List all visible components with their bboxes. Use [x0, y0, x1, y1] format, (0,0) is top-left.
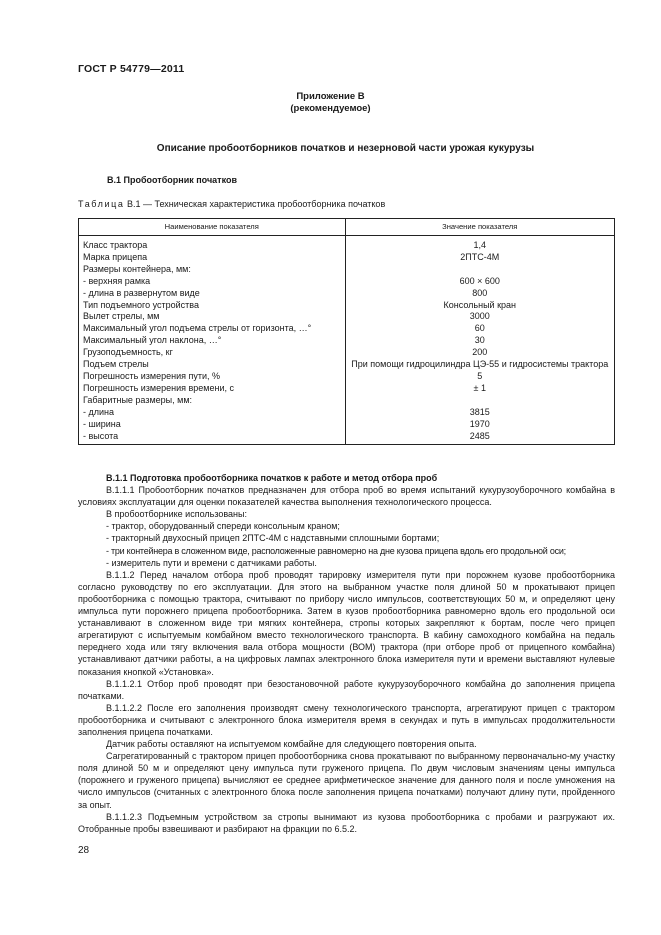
cell-value: 30 [345, 335, 614, 347]
table-caption-text: В.1 — Техническая характеристика пробоотборника початков [124, 199, 386, 209]
table-row [79, 252, 615, 264]
appendix-title: Приложение В [296, 91, 365, 102]
cell-name: Погрешность измерения времени, с [79, 383, 346, 395]
table-caption-prefix: Таблица [78, 199, 125, 209]
paragraph: В.1.1.2 Перед началом отбора проб проводят тарировку измерителя пути при порожнем кузове пробоотборника согласно руководству по его эксплуатации. Для этого на выбранном участке поля длиной 50 м прокатывают прицеп пробоотборника с помощью трактора, считывают по прибору число импульсов, соответствующих 50 м, и определяют цену импульса пути порожнего прицепа пробоотборника. Затем в кузов пробоотборника равномерно вдоль его продольной оси устанавливают в сложенном виде три мягких контейнера, стропы которых закрепляют к бортам, после чего прицеп агрегатируют с испытуемым комбайном вместо технологического транспорта. В кабину самоходного комбайна на педаль переднего хода или тягу включения вала отбора мощности (ВОМ) трактора (при отборе проб от прицепного комбайна) устанавливают датчики работы, а на цифровых лампах электронного блока измерителя пути и времени выставляют нулевые показания кнопкой «Установка». [78, 569, 615, 677]
paragraph: В пробоотборнике использованы: [106, 509, 247, 520]
col-header-name: Наименование показателя [79, 219, 346, 236]
cell-value [345, 395, 614, 407]
cell-value: 1,4 [345, 236, 614, 252]
table-row [79, 347, 615, 359]
cell-name: - ширина [79, 419, 346, 431]
paragraph: В.1.1.1 Пробоотборник початков предназначен для отбора проб во время испытаний кукурузоуборочного комбайна в условиях эксплуатации для оценки показателей качества выполнения технологического процесса. [78, 485, 615, 508]
document-code: ГОСТ Р 54779—2011 [78, 63, 185, 75]
appendix-subtitle: (рекомендуемое) [290, 103, 371, 114]
list-item: - тракторный двухосный прицеп 2ПТС-4М с надставными сплошными бортами; [106, 533, 440, 544]
cell-name: Класс трактора [79, 236, 346, 252]
cell-name: Тип подъемного устройства [79, 300, 346, 312]
cell-value: ± 1 [345, 383, 614, 395]
appendix-heading: Описание пробоотборников початков и незерновой части урожая кукурузы [156, 143, 535, 154]
cell-value: 1970 [345, 419, 614, 431]
table-row [79, 383, 615, 395]
body-text [78, 472, 615, 835]
cell-value: 200 [345, 347, 614, 359]
cell-value: 800 [345, 288, 614, 300]
table-row [79, 371, 615, 383]
cell-name: Грузоподъемность, кг [79, 347, 346, 359]
page-number: 28 [78, 845, 90, 856]
paragraph: Сагрегатированный с трактором прицеп пробоотборника снова прокатывают по выбранному первоначально-му участку поля длиной 50 м и определяют цену импульса пути груженого прицепа. По двум числовым значениям цены импульса (порожнего и груженого прицепа) вычисляют ее среднее арифметическое значение для данного поля и после умножения на число импульсов (считанных с электронного блока после заполнения прицепа початками) получают длину пути, пройденного за опыт. [78, 751, 615, 810]
subsection-heading: В.1.1 Подготовка пробоотборника початков к работе и метод отбора проб [106, 473, 438, 483]
table-row [79, 264, 615, 276]
cell-value: 2ПТС-4М [345, 252, 614, 264]
cell-name: Подъем стрелы [79, 359, 346, 371]
cell-value: 3815 [345, 407, 614, 419]
cell-name: - длина [79, 407, 346, 419]
paragraph: В.1.1.2.1 Отбор проб проводят при безостановочной работе кукурузоуборочного комбайна до заполнения прицепа початками. [78, 678, 615, 701]
section-heading: В.1 Пробоотборник початков [107, 175, 237, 185]
table-row [79, 359, 615, 371]
cell-name: Максимальный угол подъема стрелы от горизонта, …° [79, 323, 346, 335]
cell-name: Вылет стрелы, мм [79, 311, 346, 323]
table-row [79, 236, 615, 252]
table-row [79, 300, 615, 312]
paragraph: В.1.1.2.2 После его заполнения производят смену технологического транспорта, агрегатируют прицеп с трактором пробоотборника и считывают с электронного блока измерителя время в секундах и путь в импульсах продолжительности заполнения прицепа початками. [78, 702, 615, 737]
cell-value: 2485 [345, 431, 614, 445]
cell-name: Габаритные размеры, мм: [79, 395, 346, 407]
cell-name: Размеры контейнера, мм: [79, 264, 346, 276]
table-row [79, 395, 615, 407]
cell-name: - верхняя рамка [79, 276, 346, 288]
table-row [79, 431, 615, 445]
paragraph: Датчик работы оставляют на испытуемом комбайне для следующего повторения опыта. [106, 739, 477, 750]
cell-value: 600 × 600 [345, 276, 614, 288]
list-item: - измеритель пути и времени с датчиками работы. [106, 557, 317, 568]
col-header-value: Значение показателя [345, 219, 614, 236]
list-item: - трактор, оборудованный спереди консольным краном; [106, 521, 340, 532]
cell-value: Консольный кран [345, 300, 614, 312]
spec-table [78, 218, 615, 445]
cell-value: При помощи гидроцилиндра ЦЭ-55 и гидросистемы трактора [345, 359, 614, 371]
table-caption [78, 199, 385, 209]
cell-value [345, 264, 614, 276]
table-row [79, 288, 615, 300]
spec-table-body [79, 236, 615, 445]
cell-name: - высота [79, 431, 346, 445]
cell-name: Марка прицепа [79, 252, 346, 264]
table-row [79, 276, 615, 288]
cell-value: 60 [345, 323, 614, 335]
cell-value: 3000 [345, 311, 614, 323]
table-row [79, 419, 615, 431]
cell-name: - длина в развернутом виде [79, 288, 346, 300]
cell-value: 5 [345, 371, 614, 383]
cell-name: Погрешность измерения пути, % [79, 371, 346, 383]
table-row [79, 311, 615, 323]
table-row [79, 323, 615, 335]
paragraph: В.1.1.2.3 Подъемным устройством за стропы вынимают из кузова пробоотборника с пробами и разгружают их. Отобранные пробы взвешивают и разбирают на фракции по 6.5.2. [78, 811, 615, 834]
table-row [79, 407, 615, 419]
table-row [79, 335, 615, 347]
list-item: - три контейнера в сложенном виде, расположенные равномерно на дне кузова прицепа вдоль его продольной оси; [106, 545, 566, 556]
cell-name: Максимальный угол наклона, …° [79, 335, 346, 347]
